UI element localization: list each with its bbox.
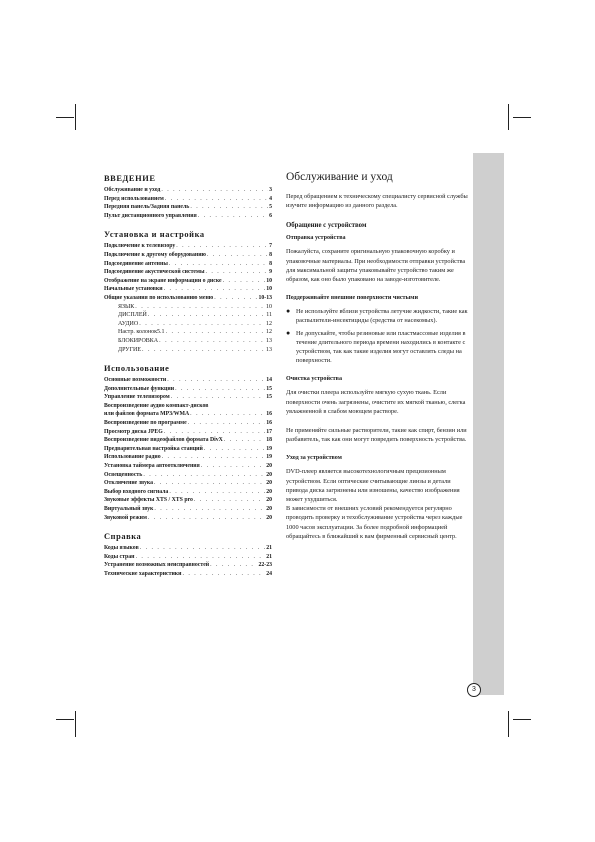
bullet-icon: ●: [286, 328, 291, 337]
toc-entry[interactable]: [104, 453, 272, 462]
section-title: Обслуживание и уход: [286, 171, 393, 183]
toc-entry-label: Отключение звука: [104, 480, 154, 487]
toc-entry-label: Общие указания по использованию меню: [104, 294, 214, 301]
toc-entry-page: 13: [266, 346, 272, 353]
toc-entry-page: 12: [266, 320, 272, 327]
toc-entry[interactable]: [104, 212, 272, 221]
toc-section: [104, 363, 272, 522]
toc-entry[interactable]: [104, 514, 272, 523]
toc-entry[interactable]: [104, 428, 272, 437]
toc-entry[interactable]: [104, 462, 272, 471]
care-text: DVD-плеер является высокотехнологичным прецизионным устройством. Если оптические считывающие линзы и детали привода диска загрязнены или изношены, качество изображения может ухудшиться.: [286, 468, 460, 504]
cleaning-text: Для очистки плеера используйте мягкую сухую ткань. Если поверхности очень загрязнены, очистите их мягкой тканью, слегка увлажненной в слабом моющем растворе.: [286, 389, 466, 415]
toc-leader-dots: [140, 544, 266, 553]
toc-entry-page: 16: [266, 420, 272, 427]
toc-entry[interactable]: [104, 402, 272, 411]
toc-entry[interactable]: [104, 277, 272, 286]
toc-entry[interactable]: [104, 337, 272, 346]
toc-entry-label: ДИСПЛЕЙ: [118, 312, 147, 319]
shipping-heading: Отправка устройства: [286, 235, 346, 242]
toc-entry-label: Настр. колонок5.1: [118, 329, 165, 336]
toc-leader-dots: [164, 285, 266, 294]
toc-entry[interactable]: [104, 376, 272, 385]
toc-entry-label: Воспроизведение аудио компакт-дисков: [104, 402, 209, 409]
table-of-contents: [104, 173, 272, 588]
toc-entry[interactable]: [104, 544, 272, 553]
toc-entry-page: 21: [266, 545, 272, 552]
toc-entry-page: 12: [266, 329, 272, 336]
toc-entry-label: Освещенность: [104, 471, 143, 478]
toc-entry-label: Устранение возможных неисправностей: [104, 562, 210, 569]
toc-leader-dots: [154, 479, 265, 488]
toc-entry-label: Передняя панель/Задняя панель: [104, 204, 190, 211]
toc-leader-dots: [171, 393, 266, 402]
toc-entry[interactable]: [104, 488, 272, 497]
toc-entry-page: 10: [266, 303, 272, 310]
toc-entry-page: 3: [269, 187, 272, 193]
toc-entry-label: БЛОКИРОВКА: [118, 337, 159, 344]
toc-leader-dots: [161, 186, 268, 195]
toc-leader-dots: [205, 268, 268, 277]
toc-leader-dots: [182, 570, 265, 579]
toc-leader-dots: [207, 251, 268, 260]
crop-mark: [56, 117, 74, 118]
toc-entry-label: Технические характеристики: [104, 570, 182, 577]
toc-entry-page: 10: [266, 286, 272, 293]
toc-leader-dots: [136, 553, 266, 562]
toc-leader-dots: [159, 337, 265, 346]
toc-entry-label: АУДИО: [118, 320, 139, 327]
toc-entry-label: Подсоединение акустической системы: [104, 269, 205, 276]
toc-entry-label: Просмотр диска JPEG: [104, 428, 163, 435]
toc-entry-page: 13: [266, 337, 272, 344]
toc-entry-label: Дополнительные функции: [104, 385, 175, 392]
toc-entry-page: 17: [266, 428, 272, 435]
toc-entry[interactable]: [104, 385, 272, 394]
toc-entry-label: Использование радио: [104, 454, 161, 461]
toc-entry[interactable]: [104, 553, 272, 562]
maintenance-section: [286, 170, 468, 541]
toc-entry-label: Предварительная настройка станций: [104, 445, 203, 452]
toc-entry-page: 24: [266, 570, 272, 577]
toc-entry-label: Подключение к другому оборудованию: [104, 251, 206, 258]
care-heading: Уход за устройством: [286, 455, 342, 462]
toc-entry-page: 18: [266, 437, 272, 444]
crop-mark: [513, 719, 531, 720]
toc-leader-dots: [148, 311, 265, 320]
page-number: 3: [467, 683, 481, 697]
toc-entry[interactable]: [104, 186, 272, 195]
toc-entry-page: 10: [266, 277, 272, 284]
toc-entry-label: Обслуживание и уход: [104, 187, 161, 193]
toc-leader-dots: [164, 428, 265, 437]
toc-leader-dots: [224, 436, 265, 445]
toc-entry-label: Подсоединение антенны: [104, 260, 168, 267]
toc-leader-dots: [142, 346, 265, 355]
crop-mark: [513, 117, 531, 118]
toc-leader-dots: [167, 376, 265, 385]
toc-entry-page: 7: [269, 243, 272, 250]
toc-section: [104, 173, 272, 220]
bullet-icon: ●: [286, 307, 291, 316]
intro-text: Перед обращением к техническому специалисту сервисной службы изучите информацию из данного раздела.: [286, 193, 468, 210]
toc-section: [104, 229, 272, 354]
toc-entry-page: 8: [269, 251, 272, 258]
toc-entry-page: 4: [269, 195, 272, 202]
toc-entry[interactable]: [104, 268, 272, 277]
crop-mark: [508, 104, 509, 130]
toc-section: [104, 531, 272, 578]
toc-leader-dots: [188, 419, 266, 428]
toc-entry-page: 20: [266, 506, 272, 512]
toc-entry[interactable]: [104, 419, 272, 428]
toc-leader-dots: [190, 410, 265, 419]
shipping-text: Пожалуйста, сохраните оригинальную упаковочную коробку и упаковочные материалы. При необходимости отправки устройства для максимальной защиты упаковывайте устройство таким же образом, как оно было упаковано на заводе-изготовителе.: [286, 248, 466, 284]
toc-entry-page: 8: [269, 260, 272, 267]
handling-heading: Обращение с устройством: [286, 222, 367, 230]
toc-entry-label: Коды языков: [104, 545, 139, 552]
toc-entry-label: Виртуальный звук: [104, 506, 154, 512]
toc-leader-dots: [169, 260, 268, 269]
toc-leader-dots: [204, 445, 265, 454]
toc-entry-label: Коды стран: [104, 553, 135, 560]
toc-leader-dots: [162, 453, 266, 462]
toc-leader-dots: [210, 561, 257, 570]
crop-mark: [75, 711, 76, 737]
toc-entry-page: 6: [269, 212, 272, 219]
toc-entry-label: Начальные установки: [104, 286, 163, 293]
toc-leader-dots: [139, 320, 265, 329]
toc-entry-page: 20: [266, 463, 272, 470]
toc-section-title: Справка: [104, 532, 142, 542]
toc-leader-dots: [176, 242, 268, 251]
toc-entry-label: Воспроизведение видеофайлов формата DivX: [104, 437, 223, 444]
toc-entry-page: 22-23: [258, 562, 272, 569]
toc-entry[interactable]: [104, 303, 272, 312]
toc-entry[interactable]: [104, 410, 272, 419]
toc-entry[interactable]: [104, 436, 272, 445]
toc-entry-page: 20: [266, 488, 272, 495]
toc-entry-page: 20: [266, 480, 272, 487]
crop-mark: [56, 719, 74, 720]
toc-entry[interactable]: [104, 260, 272, 269]
toc-leader-dots: [198, 212, 268, 221]
list-item: ● Не используйте вблизи устройства летучие жидкости, такие как распылители-инсектициды (средства от насекомых).: [286, 307, 468, 325]
toc-entry-label: ЯЗЫК: [118, 303, 135, 310]
toc-entry-label: Пульт дистанционного управления: [104, 212, 197, 219]
toc-entry[interactable]: [104, 561, 272, 570]
toc-entry-label: Отображение на экране информации о диске: [104, 277, 222, 284]
toc-entry-label: ДРУГИЕ: [118, 346, 141, 353]
toc-entry-page: 20: [266, 514, 272, 521]
toc-entry[interactable]: [104, 251, 272, 260]
toc-entry-label: Звуковые эффекты XTS / XTS pro: [104, 497, 193, 504]
toc-leader-dots: [223, 277, 266, 286]
toc-entry-page: 11: [266, 312, 272, 319]
toc-entry-page: 5: [269, 204, 272, 211]
toc-entry-page: 14: [266, 377, 272, 384]
surfaces-heading: Поддерживайте внешние поверхности чистыми: [286, 295, 418, 302]
toc-leader-dots: [143, 471, 265, 480]
toc-entry[interactable]: [104, 471, 272, 480]
toc-leader-dots: [214, 294, 257, 303]
cleaning-warning: Не применяйте сильные растворители, такие как спирт, бензин или разбавитель, так как они могут повредить поверхность устройства.: [286, 427, 467, 444]
toc-entry-label: Воспроизведение по программе: [104, 420, 187, 427]
toc-entry-label: Основные возможности: [104, 377, 167, 384]
toc-leader-dots: [154, 505, 265, 514]
toc-entry-page: 10-13: [258, 294, 272, 301]
toc-leader-dots: [135, 303, 265, 312]
care-text-2: В зависимости от внешних условий рекомендуется регулярно проводить проверку и техобслуживание устройства через каждые 1000 часов эксплуатации. За более подробной информацией обращайтесь в ближайший к вам фирменный сервисный центр.: [286, 505, 463, 540]
toc-leader-dots: [169, 488, 265, 497]
crop-mark: [75, 104, 76, 130]
cleaning-heading: Очистка устройства: [286, 376, 342, 383]
crop-mark: [508, 711, 509, 737]
toc-leader-dots: [201, 462, 265, 471]
toc-entry-label: Выбор входного сигнала: [104, 488, 169, 495]
toc-entry[interactable]: [104, 505, 272, 514]
surfaces-list: [286, 307, 468, 365]
toc-entry[interactable]: [104, 311, 272, 320]
toc-entry-page: 20: [266, 497, 272, 504]
toc-leader-dots: [175, 385, 265, 394]
toc-leader-dots: [165, 195, 268, 204]
toc-leader-dots: [148, 514, 265, 523]
toc-entry-label: или файлов формата MP3/WMA: [104, 411, 190, 418]
toc-entry-page: 9: [269, 269, 272, 276]
toc-entry-page: 21: [266, 553, 272, 560]
toc-entry-page: 15: [266, 385, 272, 392]
toc-entry[interactable]: [104, 496, 272, 505]
toc-entry[interactable]: [104, 320, 272, 329]
toc-entry[interactable]: [104, 570, 272, 579]
toc-entry-label: Управление телевизором: [104, 394, 170, 401]
toc-entry-label: Перед использованием: [104, 195, 164, 202]
toc-section-title: Установка и настройка: [104, 230, 205, 240]
toc-entry[interactable]: [104, 479, 272, 488]
toc-leader-dots: [190, 203, 268, 212]
toc-entry[interactable]: [104, 294, 272, 303]
list-item: ● Не допускайте, чтобы резиновые или пластмассовые изделия в течение длительного периода времени находились в контакте с устройством, так как такие изделия могут оставлять следы на поверхности.: [286, 328, 466, 365]
toc-entry[interactable]: [104, 203, 272, 212]
side-band: [473, 153, 504, 695]
toc-entry[interactable]: [104, 242, 272, 251]
toc-entry[interactable]: [104, 285, 272, 294]
toc-entry-page: 19: [266, 445, 272, 452]
toc-entry-label: Звуковой режим: [104, 514, 147, 521]
toc-entry-page: 20: [266, 471, 272, 478]
toc-section-title: Использование: [104, 364, 170, 374]
toc-entry[interactable]: [104, 195, 272, 204]
toc-entry-page: 15: [266, 394, 272, 401]
toc-entry[interactable]: [104, 346, 272, 355]
toc-entry-label: Установка таймера автоотключения: [104, 463, 200, 470]
toc-leader-dots: [166, 328, 265, 337]
toc-leader-dots: [194, 496, 265, 505]
toc-entry[interactable]: [104, 328, 272, 337]
toc-entry-page: 16: [266, 411, 272, 418]
toc-entry-label: Подключение к телевизору: [104, 243, 176, 250]
toc-entry[interactable]: [104, 445, 272, 454]
toc-entry[interactable]: [104, 393, 272, 402]
toc-entry-page: 19: [266, 454, 272, 461]
toc-section-title: ВВЕДЕНИЕ: [104, 174, 156, 183]
